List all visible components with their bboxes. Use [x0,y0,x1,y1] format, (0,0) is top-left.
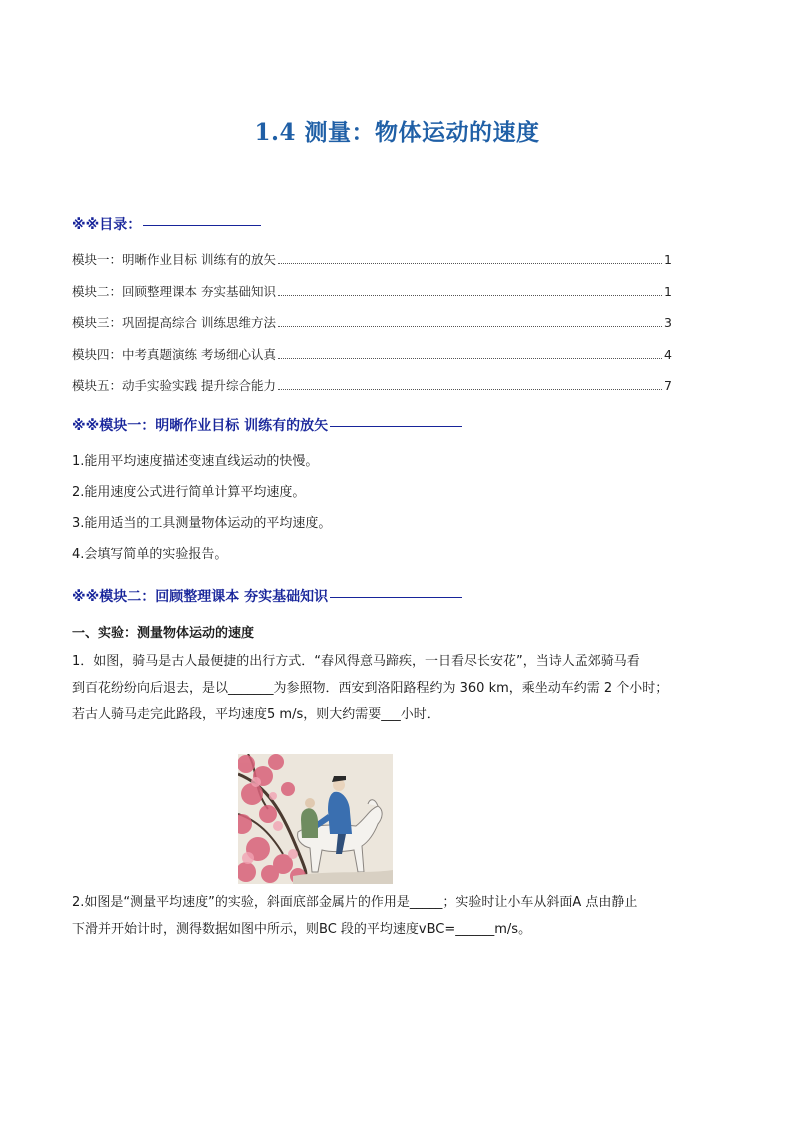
toc-item-label: 模块一：明晰作业目标 训练有的放矢 [72,252,276,267]
module2-heading-text: ※※模块二：回顾整理课本 夯实基础知识 [72,589,329,605]
goal-item: 3.能用适当的工具测量物体运动的平均速度。 [72,516,332,531]
toc-item-label: 模块四：中考真题演练 考场细心认真 [72,346,276,362]
question-2 [72,890,732,943]
toc-item-page: 1 [664,252,672,267]
page-title: 1.4 测量：物体运动的速度 [254,119,540,146]
module1-heading [72,415,462,435]
heading-rule [330,597,462,598]
toc-leader-dots [278,358,662,359]
toc-item[interactable] [72,376,672,408]
heading-rule [330,426,462,427]
toc-leader-dots [278,295,662,296]
question-1-line: 到百花纷纷向后退去，是以_______为参照物．西安到洛阳路程约为 360 km，乘坐动车约需 2 个小时； [72,680,669,696]
goal-item: 2.能用速度公式进行简单计算平均速度。 [72,485,306,500]
toc-heading-text: ※※目录： [72,217,142,233]
toc-item-label: 模块二：回顾整理课本 夯实基础知识 [72,283,276,299]
toc-item-page: 4 [664,346,672,362]
toc-item-label: 模块三：巩固提高综合 训练思维方法 [72,315,276,330]
goal-item: 1.能用平均速度描述变速直线运动的快慢。 [72,454,319,469]
question-1-line: 若古人骑马走完此路段，平均速度5 m/s，则大约需要___小时． [72,707,440,722]
module1-heading-text: ※※模块一：明晰作业目标 训练有的放矢 [72,418,329,434]
goal-item: 4.会填写简单的实验报告。 [72,547,228,562]
toc-item[interactable] [72,250,672,282]
toc-item-label: 模块五：动手实验实践 提升综合能力 [72,378,276,393]
question-1-line: 1．如图，骑马是古人最便捷的出行方式．“春风得意马蹄疾，一日看尽长安花”，当诗人孟郊骑马看 [72,654,640,669]
question-2-line: 2.如图是“测量平均速度”的实验，斜面底部金属片的作用是_____；实验时让小车从斜面A 点由静止 [72,895,638,910]
heading-rule [143,225,261,226]
experiment-subheading: 一、实验：测量物体运动的速度 [72,626,255,641]
toc-item[interactable] [72,313,672,345]
toc-leader-dots [278,326,662,327]
toc-heading [72,214,261,234]
toc-item[interactable] [72,282,672,314]
question-2-line: 下滑并开始计时，测得数据如图中所示，则BC 段的平均速度vBC=______m/s。 [72,921,532,937]
toc-item-page: 7 [664,378,672,393]
module2-heading [72,586,462,606]
table-of-contents [72,250,672,408]
horse-rider-painting-svg [238,754,393,884]
module1-goals [72,452,722,576]
question-1 [72,649,732,729]
horse-rider-painting [238,754,393,884]
toc-item-page: 1 [664,283,672,299]
toc-item-page: 3 [664,315,672,330]
toc-leader-dots [278,263,662,264]
toc-item[interactable] [72,345,672,377]
toc-leader-dots [278,389,662,390]
